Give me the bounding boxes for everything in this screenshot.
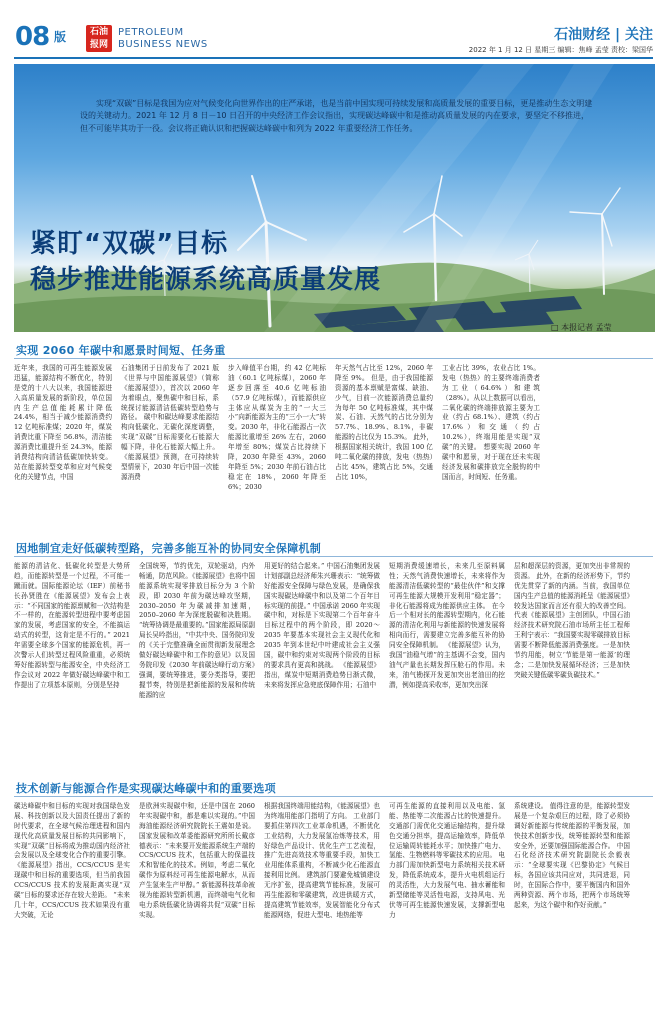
article-column: 工业占比 39%，农业占比 1%。发电（热热）的主要终端消费者为工业（64.6%）和建筑（28%）。从以上数据可以看出，二氧化碳的终端排放源主要为工业（约占 68.1%）、建筑（约占 17.6%）和交通（约占 10.2%），终端用能是实现“双碳”的关键。 想要实现 2060 年碳中和愿景，对于现在还未实现经济发展和碳排放完全脱钩的中国而言，时间短、任务重。: [442, 364, 540, 481]
article-column: 可再生能源的直接利用以及电能、氢能、热能等二次能源占比的快速提升。 交通部门需优化交通运输结构，提升绿色交通分担率，提高运输效率，降低单位运输周转能耗水平；加快推广电力、氢能、生物燃料等零碳技术的应用。 电力部门需加快新型电力系统相关技术研发，降低系统成本，提升火电机组运行的灵活性，大力发展气电、抽水蓄能和新型储能等灵活性电源，支持风电、光伏等可再生能源快速发展，支撑新型电力: [389, 802, 505, 919]
article-column: 步入峰值平台期，约 42 亿吨标油（60.1 亿吨标煤），2060 年逐步回落至 40.6 亿吨标油（57.9 亿吨标煤），而能源供应主体应从煤炭为主的“一大三小”向新能源为主的“三小一大”转变。2030 年，非化石能源占一次能源比重增至 26% 左右，2060 年增至 80%；煤炭占比持续下降，2030 年降至 43%，2060 年降至 5%；2030 年前石油占比稳定在 18%，2060 年降至 6%；2030: [228, 364, 326, 491]
section-heading-2: 因地制宜走好低碳转型路，完善多能互补的协同安全保障机制: [16, 542, 322, 555]
hero-banner: [14, 64, 655, 332]
section-heading-3: 技术创新与能源合作是实现碳达峰碳中和的重要选项: [16, 782, 276, 795]
article-column: 石油集团于日前发布了 2021 版《世界与中国能源展望》（简称《能源展望》），首次以 2060 年为着眼点，聚焦碳中和目标，系统探讨能源清洁低碳转型趋势与路径。 碳中和碳达峰要求能源结构向低碳化、无碳化深度调整，实现“双碳”目标需要化石能源大幅下降，非化石能源大幅上升。《能源展望》预测，在可持续转型情景下，2030 年后中国一次能源消费: [121, 364, 219, 481]
article-column: 层和超深层的资源，更加突出非常规的资源。 此外，在新的经济形势下，节约优先贯穿了新的内涵。当前，我国单位国内生产总值的能源消耗呈《能源展望》较发达国家而言还有很大的改善空间。 代表《能源展望》主创团队，中国石油经济技术研究院石油市场所主任工程师王利宁表示：“我国要实现零碳排放目标需要不断降低能源消费强度。一是加快节约用能，树立‘节能是第一能源’的理念；二是加快发展循环经济；三是加快突破关键低碳零碳负碳技术。”: [514, 562, 630, 679]
brand-name: [118, 27, 208, 51]
article-column: 能源的清洁化、低碳化转型是大势所趋，而能源转型是一个过程，不可能一蹴而就。国际能源论坛（IEF）前秘书长孙贤胜在《能源展望》发布会上表示：“不同国家的能源禀赋和一次结构是不一样的，在能源转型进程中要考虑国家的发展，考虑国家的安全，不能搞运动式的转型，这肯定是不行的。” 2021 年需要全球多个国家的能源危机，再一次警示人们转型过程风险重重，必须统筹好能源转型与能源安全，中央经济工作会议对 2022 年做好碳达峰碳中和工作提出了立项基本原则，分别是坚持: [14, 562, 130, 689]
article-column: 根据我国终端用能结构，《能源展望》也为终端用能部门指明了方向。 工业部门要抓住第四次工业革命机遇，不断优化工业结构，大力发展氢冶炼等技术，用好绿色产品设计、优化生产工艺流程，推广先进高效技术等重要手段，加快工业用能体系重构，不断减少化石能源直接利用比例。 建筑部门要避免城镇建设无序扩张，提高建筑节能标准，发展可再生能源和零碳建筑，改进供暖方式，提高建筑节能效率，发展智能化分布式能源网络，促进大型电、地热能等: [264, 802, 380, 919]
brand-line1: PETROLEUM: [118, 27, 184, 38]
article-column: 短期消费缓速增长，未来几至原料属性；天然气消费快速增长，未来将作为能源清洁低碳转型的“最佳伙伴”和支撑可再生能源大规模开发利用“稳定器”；非化石能源将成为能源供应主体。 在今后一个相对长的能源转型期内，化石能源的清洁化利用与新能源的快速发展将相向而行，需要建立完善多能互补的协同安全保障机制。 《能源展望》认为，我国“油稳气增”的主基调不会变，国内油气产量也长期发挥压舱石的作用。未来，油气勘探开发更加突出老油田的挖潜，例如提高采收率，更加突出深: [389, 562, 505, 689]
headline: [30, 226, 381, 299]
hero-intro-text: 实现“双碳”目标是我国为应对气候变化向世界作出的庄严承诺，也是当前中国实现可持续发展和高质量发展的重要目标，更是推动生态文明建设的关键动力。2021 年 12 月 8 日－10 日召开的中央经济工作会议指出，实现碳达峰碳中和是推动高质量发展的内在要求，要坚定不移推进，但不可能毕其功于一役。会议将正确认识和把握碳达峰碳中和列为 2022 年重要经济工作任务。: [80, 99, 593, 133]
headline-line2: 稳步推进能源系统高质量发展: [30, 265, 382, 296]
section-heading-1: 实现 2060 年碳中和愿景时间短、任务重: [16, 344, 226, 357]
page-header: [0, 0, 667, 62]
article-column: 用更好的结合起来。” 中国石油集团发展计划部副总经济师朱兴珊表示：“统筹做好能源安全保障与绿色发展，是确保我国实现碳达峰碳中和以及第二个百年目标实现的前提。” 中国承诺 2060 年实现碳中和，对标是下实现第二个百年奋斗目标过程中的两个阶段，即 2020～2035 年要基本实现社会主义现代化和 2035 年到本世纪中叶建成社会主义强国，碳中和约束对实现两个阶段的目标的要求具有更高和挑战。 《能源展望》指出，煤炭中短期消费趋势日渐式微，未来将发挥应急兜底保障作用；石油中: [264, 562, 380, 689]
logo-text-line2: 报网: [89, 40, 108, 50]
headline-line1: 紧盯“双碳”目标: [30, 229, 229, 259]
section-body-1: [14, 364, 647, 530]
article-column: 碳达峰碳中和目标的实现对我国绿色发展、科技创新以及大国责任提出了新的时代要求，在全球气候治理进程和国内现代化高质量发展目标的共同影响下，实现“双碳”目标将成为推动国内经济社会发展以及全球变化合作的重要引擎。 《能源展望》指出，CCS/CCUS 是实现碳中和目标的重要选项，但当前我国 CCS/CCUS 技术的发展距离实现“双碳”目标的要求还存在较大差距。 “未来几十年，CCS/CCUS 技术如果没有重大突破，无论: [14, 802, 130, 919]
section-body-3: [14, 802, 630, 1014]
article-column: 全国统筹，节约优先，双轮驱动，内外畅通，防范风险。《能源展望》也将中国能源系统实现零排放目标分为 3 个阶段，即 2030 年前为碳达峰攻坚期，2030–2050 年为碳减排加速期，2050–2060 年为深度脱碳和决胜期。 “统筹协调是最重要的。”国家能源局原副局长吴吟指出，“中共中央、国务院印发的《关于完整准确全面贯彻新发展理念做好碳达峰碳中和工作的意见》以及国务院印发《2030 年前碳达峰行动方案》强调，要统筹推进，要分类指导，要把握节奏，特别是把新能源的发展和传统能源的应: [139, 562, 255, 699]
edition-label: 版: [54, 30, 67, 44]
section-rule-2: [14, 556, 653, 557]
byline: □ 本报记者 孟莹: [551, 323, 612, 332]
article-column: 系统建设。 值得注意的是，能源转型发展是一个复杂艰巨的过程，除了必须协调好新能源与传统能源的平衡发展，加快技术创新步伐，统筹能源转型和能源安全外，还要加强国际能源合作。 中国石化经济技术研究院副院长余毅表示：“全球要实现《巴黎协定》气候目标，各国应该共同应对，共同进退，同时，在国际合作中，要平衡国内和国外两种资源、两个市场，把两个市场统筹起来，为这个碳中和作好贡献。”: [514, 802, 630, 909]
article-column: 年天然气占比至 12%，2060 年降至 9%。 但是，由于我国能源资源的基本禀赋是富煤、缺油、少气，目前一次能源消费总量约为每年 50 亿吨标准煤，其中煤炭、石油、天然气的占比分别为 57.7%、18.9%、8.1%，非碳能源的占比仅为 15.3%。 此外，根据国家相关统计，我国 100 亿吨二氧化碳的排放，发电（热热）占比 45%，建筑占比 5%，交通占比 10%，: [335, 364, 433, 481]
article-column: 近年来，我国的可再生能源发展迅猛，能源结构不断优化，特别是党的十八大以来，我国能源进入高质量发展的新阶段，单位国内生产总值能耗累计降低 24.4%，相当于减少能源消费约 12 亿吨标准煤；2020 年，煤炭消费比重下降至 56.8%，清洁能源消费比重提升至 24.3%，能源消费结构向清洁低碳加快转变。 站在能源转型变革和应对气候变化的关键节点，中国: [14, 364, 112, 481]
article-column: 是欧洲实现碳中和，还是中国在 2060 年实现碳中和，都是难以实现的。”中国海油能源经济研究院院长王震如是说。 国家发展和改革委能源研究所所长戴彦德表示：“未来要开发能源系统生产端的 CCS/CCUS 技术，包括重大的保温技术和智能化的技术。例如，考虑二氧化碳作为原料经可再生能源电解水，从而产生氢来生产甲醇。” 新能源科技革命被视为能源转型新机遇，而终端电气化和电力系统低碳化协调将共促“双碳”目标实现。: [139, 802, 255, 919]
issue-meta: 2022 年 1 月 12 日 星期三 编辑：焦峰 孟莹 责校：梁国华: [468, 46, 653, 54]
article-column-spacer: [549, 364, 647, 530]
brand-line2: BUSINESS NEWS: [118, 39, 208, 50]
logo-text-line1: 石油: [89, 27, 108, 37]
section-rule-3: [14, 796, 653, 797]
page-number: 08: [15, 22, 50, 52]
header-rule: [14, 57, 653, 59]
newspaper-logo: [86, 25, 112, 52]
section-rule-1: [14, 358, 653, 359]
section-body-2: [14, 562, 630, 770]
column-name: 石油财经 | 关注: [554, 27, 653, 43]
